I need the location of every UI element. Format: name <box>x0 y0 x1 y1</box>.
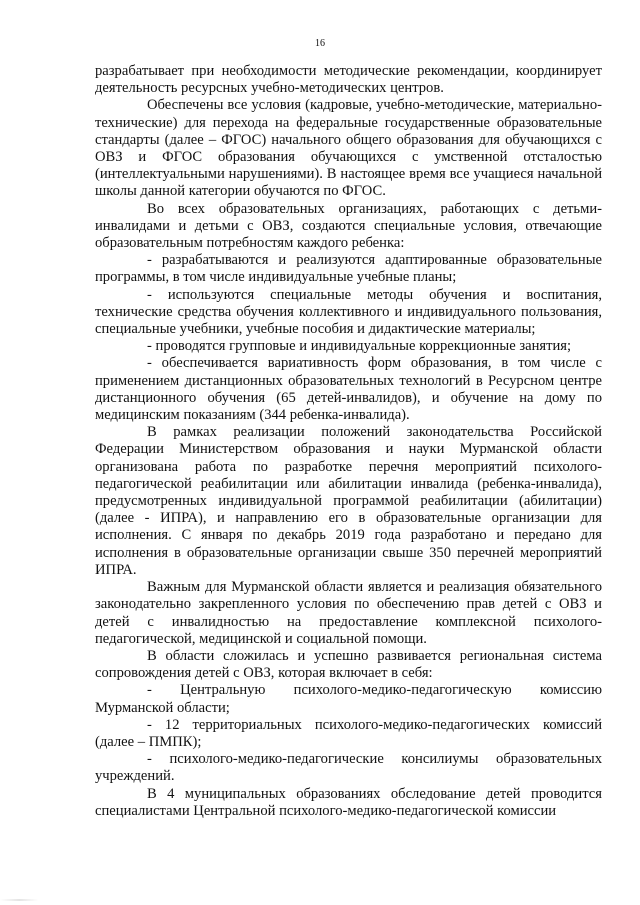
list-item: - используются специальные методы обучения и воспитания, технические средства обучения коллективного и индивидуального пользования, специальные учебники, учебные пособия и дидактические материалы; <box>95 286 602 338</box>
list-item: - проводятся групповые и индивидуальные коррекционные занятия; <box>147 338 572 355</box>
list-item: - Центральную психолого-медико-педагогическую комиссию Мурманской области; <box>95 682 602 716</box>
paragraph: В рамках реализации положений законодательства Российской Федерации Министерством образования и науки Мурманской области организована работа по разработке перечня мероприятий психолого-педагогической реабилитации или абилитации инвалида (ребенка-инвалида), предусмотренных индивидуальной программой реабилитации (абилитации) (далее - ИПРА), и направлению его в образовательные организации для исполнения. С января по декабрь 2019 года разработано и передано для исполнения в образовательные организации свыше 350 перечней мероприятий ИПРА. <box>95 424 602 578</box>
document-body <box>95 63 602 820</box>
paragraph: Важным для Мурманской области является и реализация обязательного законодательно закрепленного условия по обеспечению прав детей с ОВЗ и детей с инвалидностью на предоставление комплексной психолого-педагогической, медицинской и социальной помощи. <box>95 579 602 647</box>
list-item: - разрабатываются и реализуются адаптированные образовательные программы, в том числе индивидуальные учебные планы; <box>95 252 602 286</box>
list-item: - психолого-медико-педагогические консилиумы образовательных учреждений. <box>95 751 602 785</box>
paragraph: Обеспечены все условия (кадровые, учебно-методические, материально- технические) для перехода на федеральные государственные образовательные стандарты (далее – ФГОС) начального общего образования для обучающихся с ОВЗ и ФГОС образования обучающихся с умственной отсталостью (интеллектуальными нарушениями). В настоящее время все учащиеся начальной школы данной категории обучаются по ФГОС. <box>95 97 602 200</box>
paragraph: разрабатывает при необходимости методические рекомендации, координирует деятельность ресурсных учебно-методических центров. <box>95 63 602 97</box>
paragraph: Во всех образовательных организациях, работающих с детьми-инвалидами и детьми с ОВЗ, создаются специальные условия, отвечающие образовательным потребностям каждого ребенка: <box>95 200 602 252</box>
list-item: - 12 территориальных психолого-медико-педагогических комиссий (далее – ПМПК); <box>95 716 602 750</box>
scan-edge-mark <box>0 899 640 901</box>
list-item: - обеспечивается вариативность форм образования, в том числе с применением дистанционных образовательных технологий в Ресурсном центре дистанционного обучения (65 детей-инвалидов), и обучение на дому по медицинским показаниям (344 ребенка-инвалида). <box>95 355 602 424</box>
paragraph: В области сложилась и успешно развивается региональная система сопровождения детей с ОВЗ, которая включает в себя: <box>95 647 602 682</box>
page-number: 16 <box>315 38 325 49</box>
paragraph: В 4 муниципальных образованиях обследование детей проводится специалистами Центральной психолого-медико-педагогической комиссии <box>95 785 602 819</box>
